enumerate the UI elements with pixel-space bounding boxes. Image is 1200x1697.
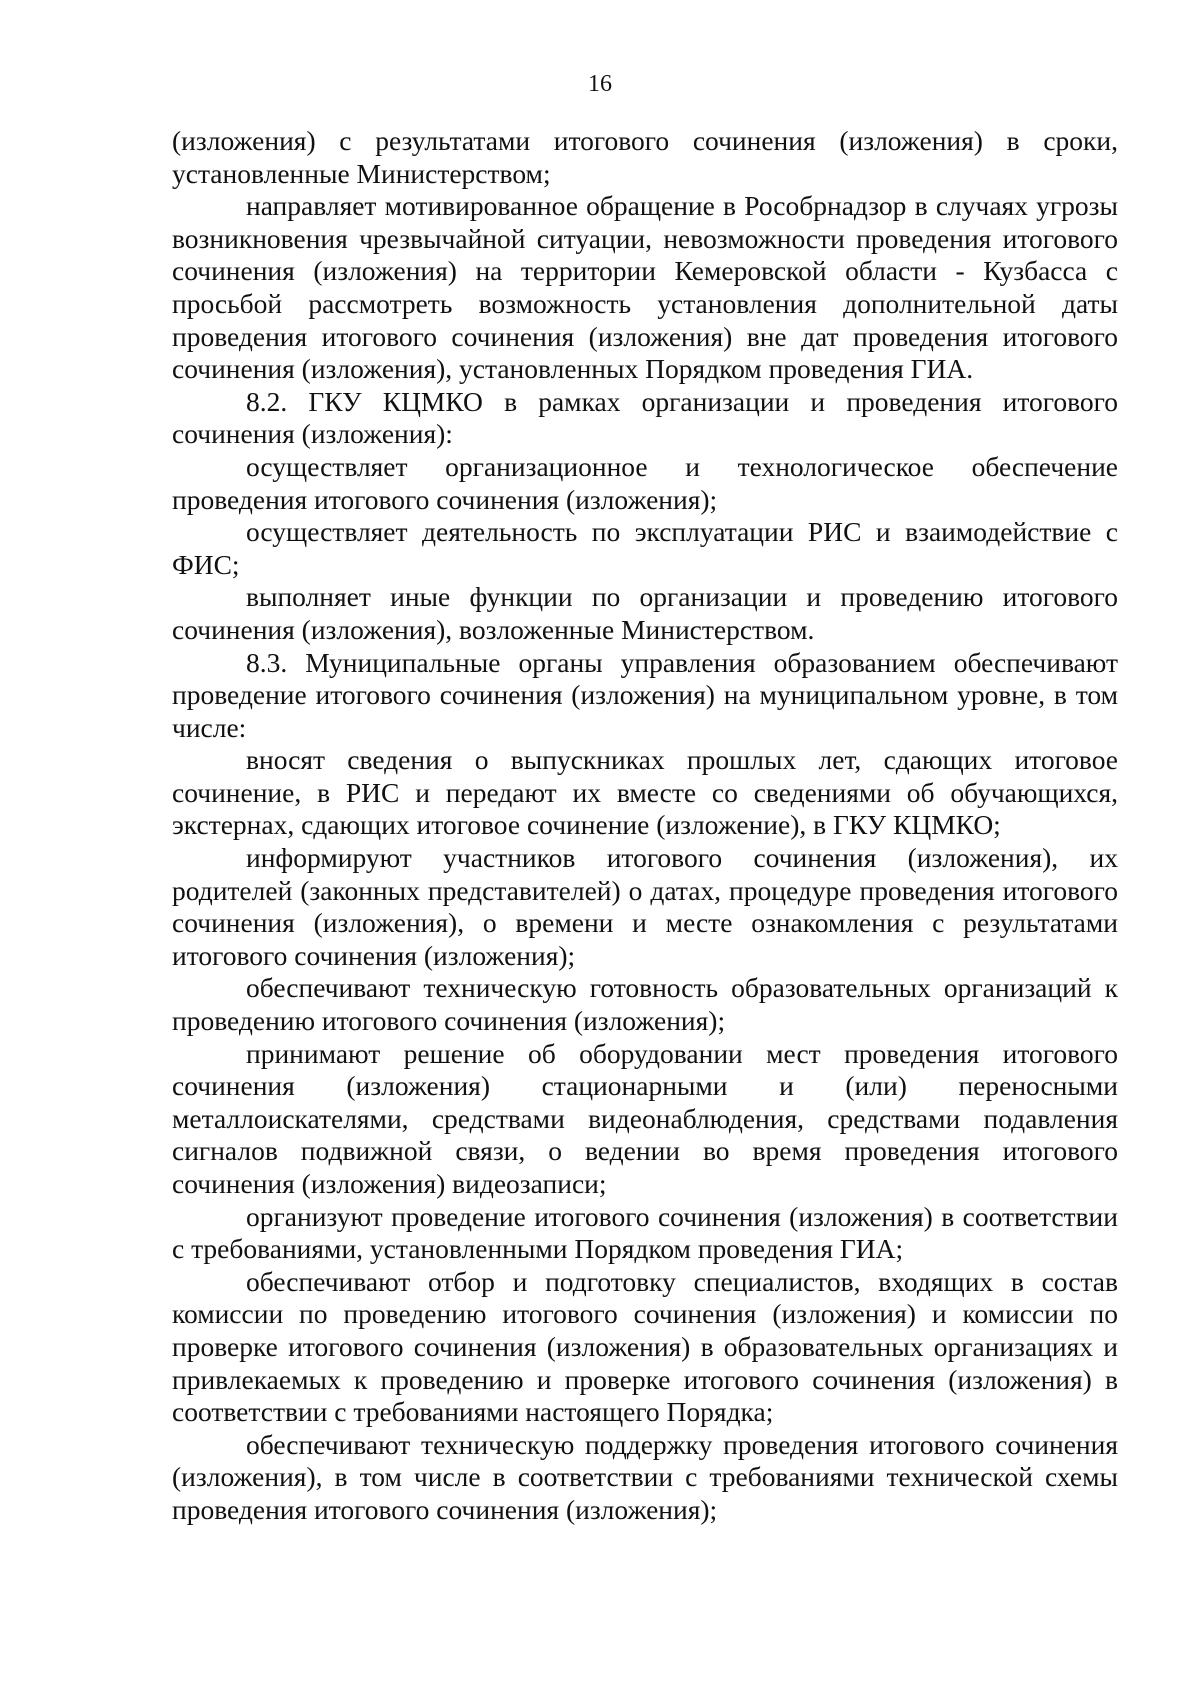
paragraph: информируют участников итогового сочинения (изложения), их родителей (законных представителей) о датах, процедуре проведения итогового сочинения (изложения), о времени и месте ознакомления с результатами итогового сочинения (изложения); — [172, 842, 1118, 971]
paragraph: обеспечивают отбор и подготовку специалистов, входящих в состав комиссии по проведению итогового сочинения (изложения) и комиссии по проверке итогового сочинения (изложения) в образовательных организациях и привлекаемых к проведению и проверке итогового сочинения (изложения) в соответствии с требованиями настоящего Порядка; — [172, 1265, 1118, 1428]
paragraph: направляет мотивированное обращение в Рособрнадзор в случаях угрозы возникновения чрезвычайной ситуации, невозможности проведения итогового сочинения (изложения) на территории Кемеровской области - Кузбасса с просьбой рассмотреть возможность установления дополнительной даты проведения итогового сочинения (изложения) вне дат проведения итогового сочинения (изложения), установленных Порядком проведения ГИА. — [172, 190, 1118, 385]
document-body — [172, 125, 1118, 1527]
paragraph-continuation: (изложения) с результатами итогового сочинения (изложения) в сроки, установленные Министерством; — [172, 125, 1118, 189]
paragraph: организуют проведение итогового сочинения (изложения) в соответствии с требованиями, установленными Порядком проведения ГИА; — [172, 1200, 1118, 1265]
paragraph: обеспечивают техническую готовность образовательных организаций к проведению итогового сочинения (изложения); — [172, 972, 1118, 1037]
paragraph: выполняет иные функции по организации и проведению итогового сочинения (изложения), возложенные Министерством. — [172, 581, 1118, 645]
paragraph: вносят сведения о выпускниках прошлых лет, сдающих итоговое сочинение, в РИС и передают их вместе со сведениями об обучающихся, экстернах, сдающих итоговое сочинение (изложение), в ГКУ КЦМКО; — [172, 744, 1118, 841]
paragraph: принимают решение об оборудовании мест проведения итогового сочинения (изложения) стационарными и (или) переносными металлоискателями, средствами видеонаблюдения, средствами подавления сигналов подвижной связи, о ведении во время проведения итогового сочинения (изложения) видеозаписи; — [172, 1037, 1118, 1199]
paragraph: осуществляет организационное и технологическое обеспечение проведения итогового сочинения (изложения); — [172, 450, 1118, 515]
page-number: 16 — [588, 71, 612, 97]
section-paragraph-8-2: 8.2. ГКУ КЦМКО в рамках организации и проведения итогового сочинения (изложения): — [172, 385, 1118, 450]
paragraph: обеспечивают техническую поддержку проведения итогового сочинения (изложения), в том числе в соответствии с требованиями технической схемы проведения итогового сочинения (изложения); — [172, 1428, 1118, 1525]
section-paragraph-8-3: 8.3. Муниципальные органы управления образованием обеспечивают проведение итогового сочинения (изложения) на муниципальном уровне, в том числе: — [172, 646, 1118, 743]
paragraph: осуществляет деятельность по эксплуатации РИС и взаимодействие с ФИС; — [172, 516, 1118, 580]
